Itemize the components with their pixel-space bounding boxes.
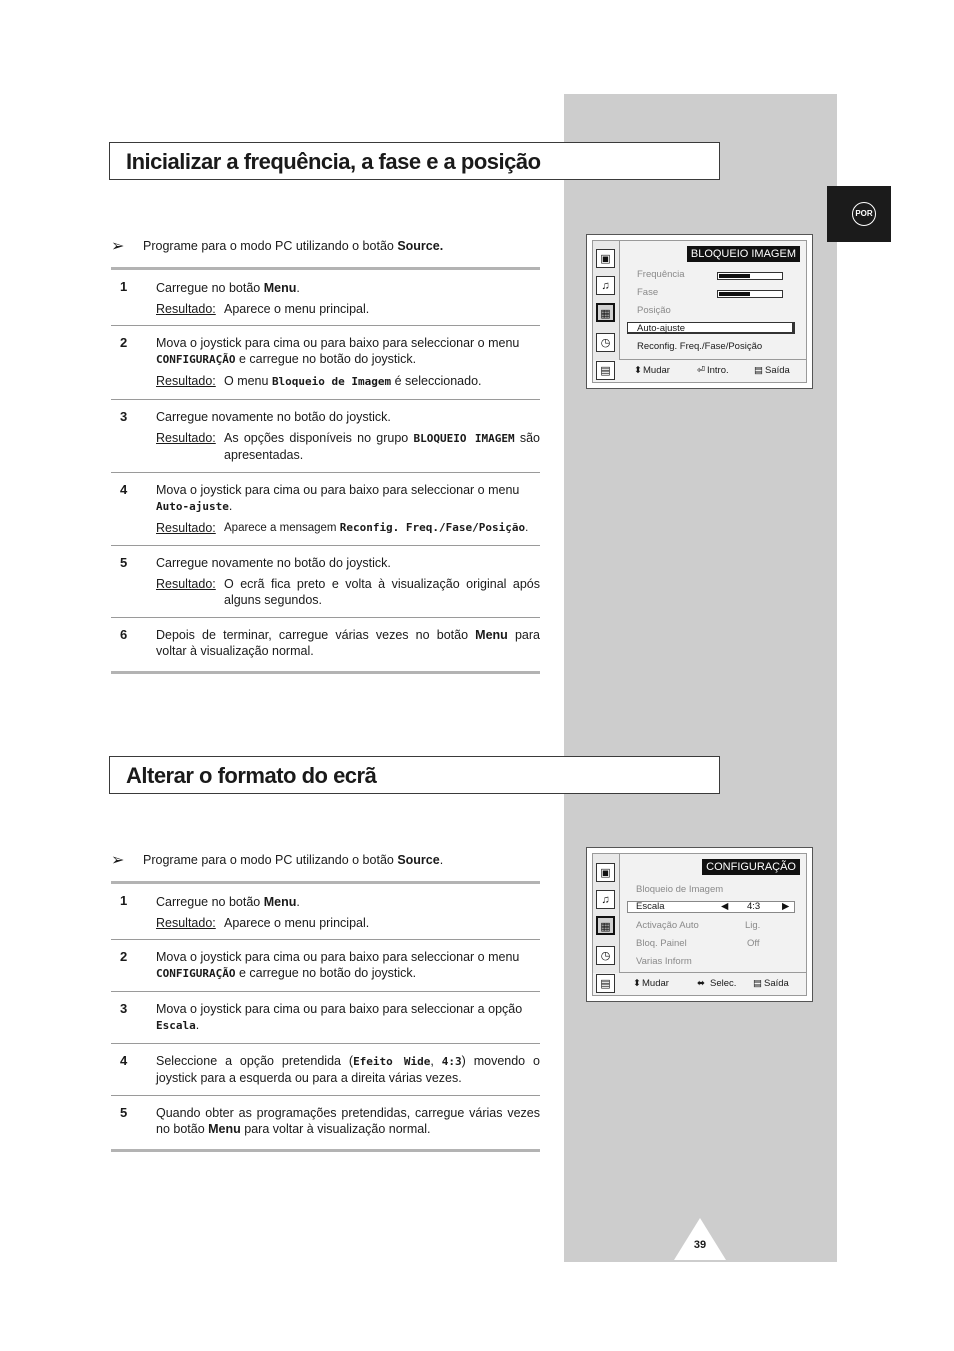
language-badge: POR [852, 202, 876, 226]
osd-icon-column [593, 854, 620, 990]
setup-icon: ▦ [596, 303, 615, 322]
osd-item-frequencia[interactable]: Frequência [637, 269, 685, 280]
updown-icon: ⬍ [633, 978, 641, 989]
osd-item-reconfig[interactable]: Reconfig. Freq./Fase/Posição [637, 341, 763, 352]
setup-icon: ▦ [596, 916, 615, 935]
clock-icon: ◷ [596, 333, 615, 352]
osd-bloqueio-imagem [586, 234, 813, 389]
step-item: 1 Carregue no botão Menu. Resultado: Aparece o menu principal. [120, 893, 370, 930]
osd-item-bloqueio[interactable]: Bloqueio de Imagem [636, 884, 724, 895]
tv-icon: ▣ [596, 249, 615, 268]
sound-icon: ♫ [596, 276, 615, 295]
osd-footer: ⬍ Mudar ⬌ Selec. ▤ Saída [619, 972, 806, 995]
note-source: ➢ Programe para o modo PC utilizando o botão Source. [111, 852, 444, 869]
pc-icon: ▤ [596, 974, 615, 993]
step-item: 2 Mova o joystick para cima ou para baixo para seleccionar o menu CONFIGURAÇÃO e carregue no botão do joystick. Resultado: O menu Bloqueio de Imagem é seleccionado. [111, 325, 540, 399]
pointer-arrow-icon: ➢ [111, 852, 125, 869]
steps-list-1 [111, 267, 540, 674]
sound-icon: ♫ [596, 890, 615, 909]
arrow-left-icon[interactable]: ◀ [721, 901, 729, 912]
menu-icon: ▤ [753, 978, 762, 989]
phase-bar [717, 290, 783, 298]
note-source: ➢ Programe para o modo PC utilizando o botão Source. [111, 238, 444, 255]
step-item: 2 Mova o joystick para cima ou para baixo para seleccionar o menu CONFIGURAÇÃO e carregue no botão do joystick. [111, 939, 540, 991]
language-tab [827, 186, 891, 242]
frequency-bar-fill [719, 274, 750, 278]
osd-item-escala[interactable]: Escala [636, 901, 665, 912]
step-item: 4 Mova o joystick para cima ou para baixo para seleccionar o menu Auto-ajuste. Resultado: Aparece a mensagem Reconfig. Freq./Fase/Posição. [111, 472, 540, 545]
clock-icon: ◷ [596, 946, 615, 965]
step-item: 1 Carregue no botão Menu. Resultado: Aparece o menu principal. [120, 279, 370, 316]
step-item: 6 Depois de terminar, carregue várias vezes no botão Menu para voltar à visualização normal. [111, 617, 540, 671]
section-title-frequency: Inicializar a frequência, a fase e a posição [109, 142, 720, 180]
steps-list-2 [111, 881, 540, 1152]
osd-item-fase[interactable]: Fase [637, 287, 659, 298]
enter-icon: ⏎ [697, 365, 705, 376]
section-title-screen-format: Alterar o formato do ecrã [109, 756, 720, 794]
osd-item-auto-ajuste[interactable]: Auto-ajuste [637, 323, 686, 334]
page-number: 39 [693, 1239, 707, 1251]
menu-icon: ▤ [754, 365, 763, 376]
leftright-icon: ⬌ [697, 978, 705, 989]
bloq-value: Off [747, 938, 760, 949]
updown-icon: ⬍ [634, 365, 642, 376]
osd-header: BLOQUEIO IMAGEM [687, 246, 800, 262]
osd-configuracao [586, 847, 813, 1002]
osd-item-varias[interactable]: Varias Inform [636, 956, 692, 967]
escala-value: 4:3 [747, 901, 761, 912]
step-item: 3 Mova o joystick para cima ou para baixo para seleccionar a opção Escala. [111, 991, 540, 1043]
osd-item-posicao[interactable]: Posição [637, 305, 671, 316]
pc-icon: ▤ [596, 361, 615, 380]
arrow-right-icon[interactable]: ▶ [782, 901, 790, 912]
activacao-value: Lig. [745, 920, 761, 931]
osd-icon-column [593, 241, 620, 377]
osd-item-activacao[interactable]: Activação Auto [636, 920, 699, 931]
frequency-bar [717, 272, 783, 280]
tv-icon: ▣ [596, 863, 615, 882]
phase-bar-fill [719, 292, 750, 296]
step-item: 5 Quando obter as programações pretendidas, carregue várias vezes no botão Menu para voltar à visualização normal. [111, 1095, 540, 1149]
osd-footer: ⬍ Mudar ⏎ Intro. ▤ Saída [619, 359, 806, 382]
osd-item-bloq-painel[interactable]: Bloq. Painel [636, 938, 687, 949]
step-item: 5 Carregue novamente no botão do joystick. Resultado: O ecrã fica preto e volta à visualização original após alguns segundos. [111, 545, 540, 617]
osd-header: CONFIGURAÇÃO [702, 859, 800, 875]
step-item: 3 Carregue novamente no botão do joystick. Resultado: As opções disponíveis no grupo BLOQUEIO IMAGEM são apresentadas. [111, 399, 540, 472]
pointer-arrow-icon: ➢ [111, 238, 125, 255]
step-item: 4 Seleccione a opção pretendida (Efeito Wide, 4:3) movendo o joystick para a esquerda ou para a direita várias vezes. [111, 1043, 540, 1095]
